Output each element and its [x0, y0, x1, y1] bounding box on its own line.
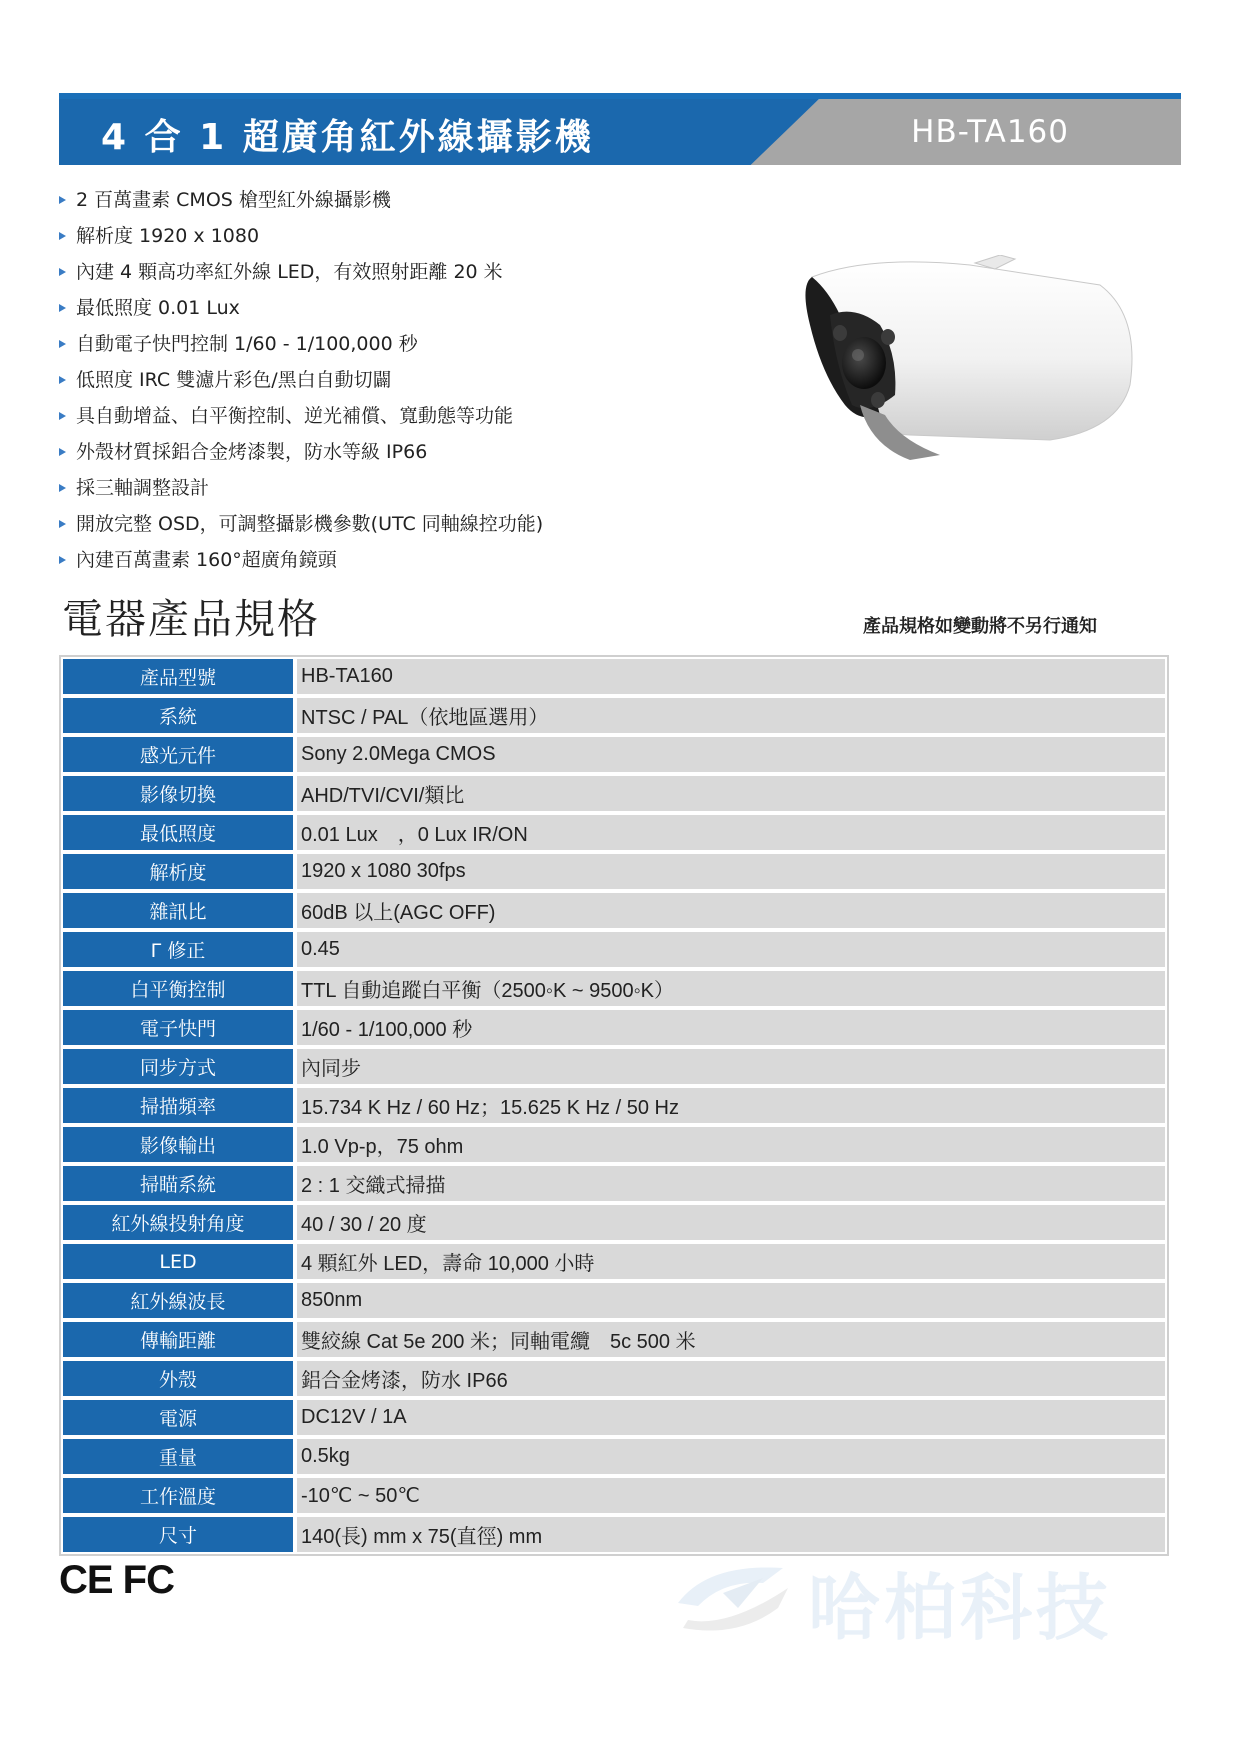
table-row — [61, 1008, 1167, 1047]
bullet-camera-image — [800, 255, 1145, 470]
product-header — [59, 99, 1181, 165]
bullet-arrow-icon — [59, 340, 66, 348]
spec-value: 雙絞線 Cat 5e 200 米；同軸電纜 5c 500 米 — [297, 1322, 1165, 1357]
table-row — [61, 1320, 1167, 1359]
feature-item: 2 百萬畫素 CMOS 槍型紅外線攝影機 — [59, 182, 543, 218]
spec-key: 系統 — [63, 698, 293, 733]
spec-value: 0.5kg — [297, 1439, 1165, 1474]
spec-key: 外殼 — [63, 1361, 293, 1396]
table-row — [61, 1203, 1167, 1242]
spec-value: DC12V / 1A — [297, 1400, 1165, 1435]
brand-name: 哈柏科技 — [808, 1566, 1113, 1650]
spec-key: 影像輸出 — [63, 1127, 293, 1162]
table-row — [61, 1281, 1167, 1320]
table-row — [61, 1242, 1167, 1281]
spec-key: LED — [63, 1244, 293, 1279]
spec-value: 1/60 - 1/100,000 秒 — [297, 1010, 1165, 1045]
spec-value: 內同步 — [297, 1049, 1165, 1084]
spec-value: 40 / 30 / 20 度 — [297, 1205, 1165, 1240]
certification-logos: CE FC — [59, 1558, 174, 1602]
spec-key: 解析度 — [63, 854, 293, 889]
feature-list — [59, 182, 543, 578]
bullet-arrow-icon — [59, 556, 66, 564]
bullet-arrow-icon — [59, 376, 66, 384]
table-row — [61, 1476, 1167, 1515]
spec-value: HB-TA160 — [297, 659, 1165, 694]
table-row — [61, 774, 1167, 813]
table-row — [61, 1047, 1167, 1086]
brand-logo — [668, 1548, 1188, 1650]
table-row — [61, 1398, 1167, 1437]
feature-item: 低照度 IRC 雙濾片彩色/黑白自動切闢 — [59, 362, 543, 398]
spec-key: 影像切換 — [63, 776, 293, 811]
brand-swoosh-icon — [668, 1548, 798, 1638]
spec-value: NTSC / PAL（依地區選用） — [297, 698, 1165, 733]
spec-table — [59, 655, 1169, 1556]
spec-section-note: 產品規格如變動將不另行通知 — [863, 616, 1097, 637]
spec-key: 電子快門 — [63, 1010, 293, 1045]
spec-value: 4 顆紅外 LED，壽命 10,000 小時 — [297, 1244, 1165, 1279]
table-row — [61, 1437, 1167, 1476]
bullet-arrow-icon — [59, 268, 66, 276]
spec-value: -10℃ ~ 50℃ — [297, 1478, 1165, 1513]
spec-key: 產品型號 — [63, 659, 293, 694]
spec-key: 電源 — [63, 1400, 293, 1435]
spec-value: 140(長) mm x 75(直徑) mm — [297, 1517, 1165, 1552]
spec-section-title: 電器產品規格 — [62, 595, 320, 643]
spec-value: Sony 2.0Mega CMOS — [297, 737, 1165, 772]
table-row — [61, 813, 1167, 852]
bullet-arrow-icon — [59, 412, 66, 420]
table-row — [61, 657, 1167, 696]
bullet-arrow-icon — [59, 304, 66, 312]
spec-value: 850nm — [297, 1283, 1165, 1318]
product-model: HB-TA160 — [911, 114, 1069, 150]
feature-item: 內建 4 顆高功率紅外線 LED，有效照射距離 20 米 — [59, 254, 543, 290]
table-row — [61, 930, 1167, 969]
spec-value: 0.45 — [297, 932, 1165, 967]
spec-key: 掃瞄系統 — [63, 1166, 293, 1201]
bullet-arrow-icon — [59, 484, 66, 492]
spec-key: 重量 — [63, 1439, 293, 1474]
table-row — [61, 969, 1167, 1008]
spec-value: 0.01 Lux ，0 Lux IR/ON — [297, 815, 1165, 850]
product-title: 4 合 1 超廣角紅外線攝影機 — [101, 117, 594, 158]
feature-item: 外殼材質採鋁合金烤漆製，防水等級 IP66 — [59, 434, 543, 470]
bullet-arrow-icon — [59, 232, 66, 240]
table-row — [61, 696, 1167, 735]
spec-value: TTL 自動追蹤白平衡（2500◦K ~ 9500◦K） — [297, 971, 1165, 1006]
spec-key: 雜訊比 — [63, 893, 293, 928]
spec-key: 尺寸 — [63, 1517, 293, 1552]
spec-value: 15.734 K Hz / 60 Hz；15.625 K Hz / 50 Hz — [297, 1088, 1165, 1123]
spec-value: 鋁合金烤漆，防水 IP66 — [297, 1361, 1165, 1396]
spec-value: 2 : 1 交織式掃描 — [297, 1166, 1165, 1201]
spec-key: 工作溫度 — [63, 1478, 293, 1513]
spec-key: 最低照度 — [63, 815, 293, 850]
spec-key: 掃描頻率 — [63, 1088, 293, 1123]
bullet-arrow-icon — [59, 196, 66, 204]
spec-key: 同步方式 — [63, 1049, 293, 1084]
spec-key: 紅外線波長 — [63, 1283, 293, 1318]
spec-key: 感光元件 — [63, 737, 293, 772]
table-row — [61, 891, 1167, 930]
spec-key: 傳輸距離 — [63, 1322, 293, 1357]
spec-value: AHD/TVI/CVI/類比 — [297, 776, 1165, 811]
bullet-arrow-icon — [59, 520, 66, 528]
table-row — [61, 1359, 1167, 1398]
spec-key: Γ 修正 — [63, 932, 293, 967]
feature-item: 最低照度 0.01 Lux — [59, 290, 543, 326]
feature-item: 具自動增益、白平衡控制、逆光補償、寬動態等功能 — [59, 398, 543, 434]
feature-item: 自動電子快門控制 1/60 - 1/100,000 秒 — [59, 326, 543, 362]
bullet-arrow-icon — [59, 448, 66, 456]
table-row — [61, 1086, 1167, 1125]
table-row — [61, 1125, 1167, 1164]
spec-value: 60dB 以上(AGC OFF) — [297, 893, 1165, 928]
spec-value: 1920 x 1080 30fps — [297, 854, 1165, 889]
feature-item: 內建百萬畫素 160°超廣角鏡頭 — [59, 542, 543, 578]
spec-value: 1.0 Vp-p，75 ohm — [297, 1127, 1165, 1162]
feature-item: 解析度 1920 x 1080 — [59, 218, 543, 254]
spec-key: 白平衡控制 — [63, 971, 293, 1006]
feature-item: 採三軸調整設計 — [59, 470, 543, 506]
feature-item: 開放完整 OSD，可調整攝影機參數(UTC 同軸線控功能) — [59, 506, 543, 542]
table-row — [61, 852, 1167, 891]
table-row — [61, 1164, 1167, 1203]
spec-key: 紅外線投射角度 — [63, 1205, 293, 1240]
table-row — [61, 735, 1167, 774]
